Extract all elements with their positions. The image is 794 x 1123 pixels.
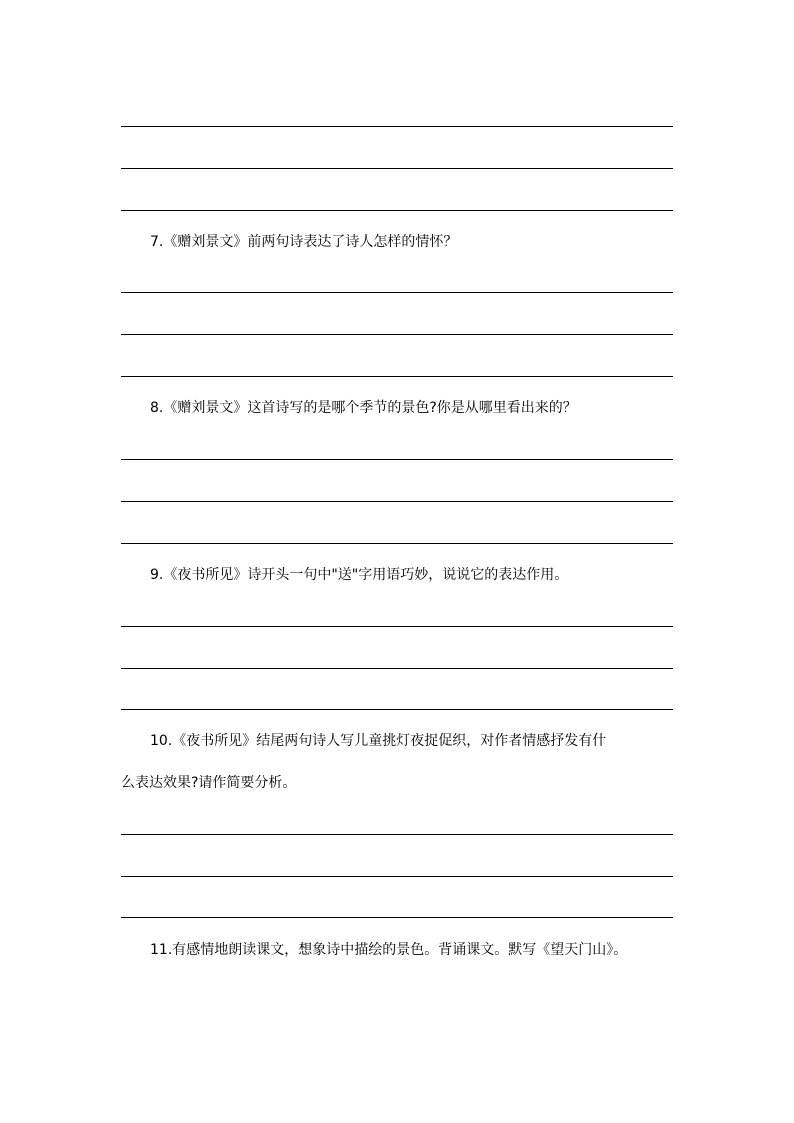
question-10-line-1: 10.《夜书所见》结尾两句诗人写儿童挑灯夜捉促织，对作者情感抒发有什 — [150, 733, 607, 749]
answer-line — [121, 876, 673, 877]
answer-line — [121, 501, 673, 502]
answer-line — [121, 210, 673, 211]
answer-line — [121, 543, 673, 544]
answer-line — [121, 126, 673, 127]
question-7: 7.《赠刘景文》前两句诗表达了诗人怎样的情怀？ — [150, 234, 458, 250]
answer-line — [121, 709, 673, 710]
question-9: 9.《夜书所见》诗开头一句中"送"字用语巧妙，说说它的表达作用。 — [150, 567, 569, 583]
answer-line — [121, 168, 673, 169]
answer-line — [121, 626, 673, 627]
answer-line — [121, 292, 673, 293]
answer-line — [121, 376, 673, 377]
question-11: 11.有感情地朗读课文，想象诗中描绘的景色。背诵课文。默写《望天门山》。 — [150, 942, 628, 958]
answer-line — [121, 834, 673, 835]
question-8: 8.《赠刘景文》这首诗写的是哪个季节的景色?你是从哪里看出来的？ — [150, 400, 577, 416]
answer-line — [121, 459, 673, 460]
answer-line — [121, 668, 673, 669]
question-10-line-2: 么表达效果?请作简要分析。 — [121, 775, 297, 791]
answer-line — [121, 917, 673, 918]
answer-line — [121, 334, 673, 335]
